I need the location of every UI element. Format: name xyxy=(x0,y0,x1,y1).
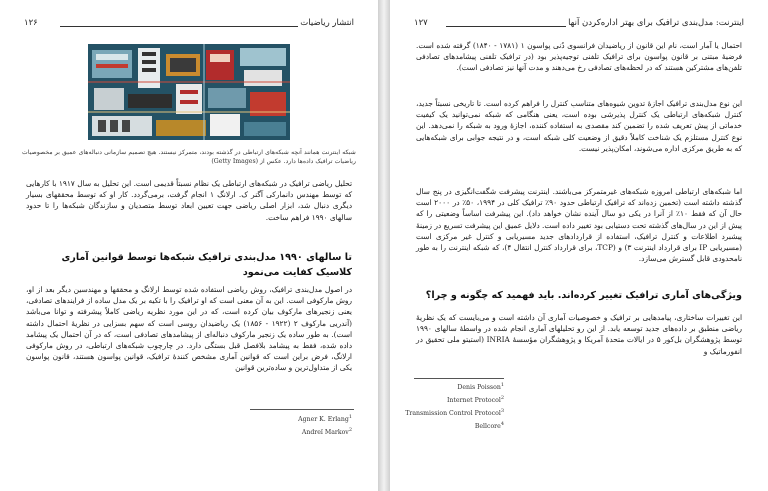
section-heading-text: تا سالهای ۱۹۹۰ مدل‌بندی ترافیک شبکه‌ها توسط قوانین آماری کلاسیک کفایت می‌نمود xyxy=(61,252,352,278)
footnote-erlang: Agner K. Erlang$^1$ xyxy=(298,414,352,424)
footnote-ip: Internet Protocol$^2$ xyxy=(446,395,504,405)
body-paragraph-2: این نوع مدل‌بندی ترافیک اجازهٔ تدوین شیوه‌های متناسب کنترل را فراهم کرده است. تا تاریخی نسبتاً جدید، کنترل شبکه‌های ارتباطی یک کنترل پذیرشی بوده است، یعنی هنگامی که شبکه نمی‌توانید یک کیفیت خدماتی از پیش تعریف شده را تضمین کند مقصدی به استفاده کننده، اجازهٔ ورود به شبکه را نمی‌دهد. این نوع کنترل مستلزم یک شناخت کاملاً دقیق از وضعیت کلی شبکه است، و در نتیجه جوابی برای شبکه‌هایی که به طریق مرکزی اداره می‌شوند، امکان‌پذیر نیست. xyxy=(416,99,742,153)
footnotes xyxy=(232,412,352,438)
footnote-tcp: Transmission Control Protocol$^3$ xyxy=(405,408,504,418)
page-number: ۱۲۷ xyxy=(414,18,428,28)
footnote-rule xyxy=(250,409,354,410)
right-page xyxy=(390,0,768,491)
footnote-rule xyxy=(414,378,504,379)
left-page xyxy=(0,0,378,491)
body-paragraph-4: این تغییرات ساختاری، پیامدهایی بر ترافیک و خصوصیات آماری آن داشته است و می‌بایست که یک نظریهٔ ریاضی منطبق بر داده‌های جدید توسعه یابد. از این رو تحلیلهای آماری انجام شده در واسطهٔ سالهای ۱۹۹۰ توسط پژوهشگران بل‌کور ۵ در ایالات متحدهٔ آمریکا و پژوهشگران مؤسسهٔ INRIA (استیتو ملی تحقیق در انفورماتیک و xyxy=(416,313,743,356)
body-paragraph: در اصول مدل‌بندی ترافیک، روش ریاضی استفاده شده توسط ارلانگ و محققها و مهندسین دیگر بعد از او، روش مارکوفی است. این به آن معنی است که او ترافیک را با تکیه بر یک مدل ساده از فرایندهای تصادفی، یعنی زنجیرهای مارکوف بیان کرده است، که در این مورد نظریه ریاضی کاملاً پیشرفته و توانا می‌باشد (آندریی مارکوف ۲ (۱۹۲۲ - ۱۸۵۶) یک ریاضیدان روسی است که سهم بسزایی در نظریهٔ احتمال داشته است). به طور ساده یک زنجیر مارکوف دنباله‌ای از پیشامدهای تصادفی است، که در آن احتمال یک پیشامد داده شده، فقط به پیشامد بلافصل قبل بستگی دارد. در چارچوب شبکه‌های ارتباطی، در روش مارکوفی ارلانگ، فرض براین است که قوانین آماری مشخص کنندهٔ ترافیک، قوانین پواسون هستند، قانون پواسون یکی از متداول‌ترین و ساده‌ترین قوانین xyxy=(26,285,353,373)
footnote-markov: Andreï Markov$^2$ xyxy=(301,427,352,437)
circuit-board-photo xyxy=(88,44,290,140)
section-heading-text: ویژگی‌های آماری ترافیک تغییر کرده‌اند. باید فهمید که چگونه و چرا؟ xyxy=(425,290,742,301)
footnotes xyxy=(390,380,504,432)
footnote-bellcore: Bellcore$^4$ xyxy=(474,421,504,431)
left-running-header xyxy=(22,14,356,28)
intro-paragraph: تحلیل ریاضی ترافیک در شبکه‌های ارتباطی یک نظام نسبتاً قدیمی است. این تحلیل به سال ۱۹۱۷ با کارهایی که توسط مهندس دانمارکی آگنر ک. ارلانگ ۱ انجام گرفت، برمی‌گردد. کار او که توسط محققهای بسیار دیگری دنبال شد، ابزار اصلی ریاضی جهت تعیین ابعاد توسط متصدیان و سازندگان شبکه‌ها را تا حدود سالهای ۱۹۹۰ فراهم ساخت. xyxy=(26,179,353,222)
body-paragraph-1: احتمال یا آمار است، نام این قانون از ریاضیدان فرانسوی دُنی پواسون ۱ (۱۷۸۱ - ۱۸۴۰) گرفته شده است. فرضیهٔ مبتنی بر قانون پواسون برای ترافیک تلفنی توجیه‌پذیر بود (در ترافیک تلفنی پیشامدهای تصادفی تلفن‌های مشترکین هستند که در لحظه‌های تصادفی رخ می‌دهند و مدت آنها نیز تصادفی است). xyxy=(416,41,742,73)
running-head-title: اینترنت: مدل‌بندی ترافیک برای بهتر اداره‌کردن آنها xyxy=(568,18,744,28)
photo-illustration xyxy=(88,44,290,140)
section-heading xyxy=(26,250,352,280)
page-number: ۱۲۶ xyxy=(24,18,38,28)
section-heading xyxy=(416,288,742,303)
book-gutter xyxy=(378,0,390,491)
footnote-poisson: Denis Poisson$^1$ xyxy=(457,382,504,392)
body-paragraph-3: اما شبکه‌های ارتباطی امروزه شبکه‌های غیرمتمرکز می‌باشند. اینترنت پیشرفت شگفت‌انگیزی در پنج سال گذشته داشته است (تخمین زده‌اند که ترافیک ارتباطی حدود ۹۰٪ ترافیک کلی در ۱۹۹۴، ۵۰٪ در ۲۰۰۰ است حال آن که فقط ۱۰٪ از آنرا در یکی دو سال آینده نشان خواهد داد). این پیشرفت اساساً وضعیتی را که پیش از این در سال‌های گذشته تحت دستیابی بود تغییر داده است. دلایل عمیق این پیشرفت تسریع در زمینهٔ پیشبرد اطلاعات و کنترل ترافیک، استفاده از قراردادهای جدید مسیریابی و کنترل غیر مرکزی است (مسیریابی IP برای قرارداد اینترنت ۳) و (TCP، برای قرارداد کنترل انتقال ۴)، که شبکه اینترنت را به طور نامحدودی قابل گسترش می‌سازد. xyxy=(416,187,743,264)
figure-caption: شبکه اینترنت همانند آنچه شبکه‌های ارتباطی در گذشته بودند، متمرکز نیستند. هیچ تصمیم سازمانی دنباله‌های عمیق بر مخصوصیات ریاضیات ترافیک داده‌ها دارد. عکس از (Getty Images) xyxy=(22,149,356,165)
running-head-title: انتشار ریاضیات xyxy=(300,18,354,28)
right-running-header xyxy=(412,14,746,28)
